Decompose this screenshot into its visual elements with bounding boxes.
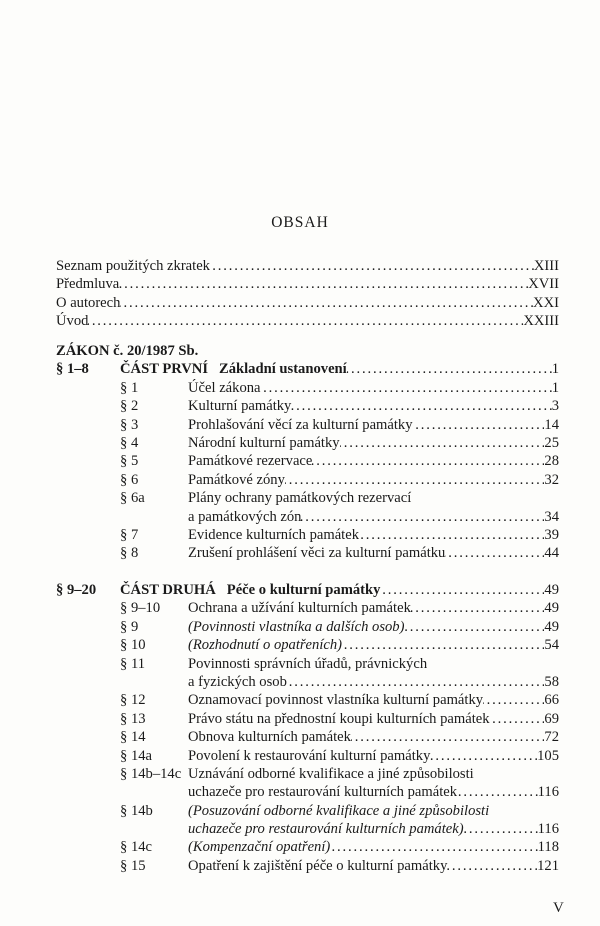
section-number: § 9	[120, 618, 139, 635]
entry-title: Seznam použitých zkratek	[56, 258, 210, 274]
dot-leader	[380, 581, 544, 599]
entry-title: (Kompenzační opatření)	[188, 839, 331, 856]
spacer	[56, 379, 120, 397]
section-number: § 8	[120, 545, 139, 562]
page-ref: 14	[544, 416, 559, 433]
spacer	[56, 434, 120, 452]
dot-leader	[119, 275, 528, 293]
dot-leader	[285, 471, 545, 489]
entry-title: Předmluva	[56, 276, 120, 293]
entry-title: Národní kulturní památky	[188, 434, 340, 451]
entry-title: Prohlašování věcí za kulturní památky	[188, 416, 413, 433]
page-ref: 54	[544, 637, 559, 654]
entry-title: Památkové rezervace	[188, 453, 313, 470]
dot-leader	[404, 618, 544, 636]
section-number: § 3	[120, 416, 139, 433]
toc-entry[interactable]	[56, 379, 559, 397]
section-number: § 14c	[120, 839, 153, 856]
spacer	[56, 526, 120, 544]
page-ref: 1	[551, 379, 559, 396]
toc-entry[interactable]	[56, 655, 559, 673]
part-number: ČÁST PRVNÍ	[120, 361, 209, 378]
dot-leader	[88, 312, 523, 330]
toc-entry[interactable]	[56, 489, 559, 507]
toc-entry[interactable]	[56, 802, 559, 820]
dot-leader	[120, 294, 533, 312]
page-ref: 49	[544, 618, 559, 635]
law-heading	[56, 342, 559, 360]
dot-leader	[301, 508, 544, 526]
toc-entry[interactable]	[56, 747, 559, 765]
section-number: § 14	[120, 729, 146, 746]
spacer	[56, 397, 120, 415]
toc-entry[interactable]	[56, 275, 559, 293]
spacer	[56, 802, 120, 820]
page-number: V	[553, 900, 564, 916]
dot-leader	[347, 360, 552, 378]
page-ref: 72	[544, 729, 559, 746]
part-range: § 9–20	[56, 582, 97, 598]
dot-leader	[445, 544, 544, 562]
page-ref: 34	[544, 508, 559, 525]
front-matter	[56, 257, 559, 331]
spacer	[56, 636, 120, 654]
entry-title: Památkové zóny	[188, 471, 285, 488]
page-ref: 49	[544, 582, 559, 598]
spacer	[56, 508, 120, 526]
page-ref: XXI	[533, 294, 559, 311]
section-number: § 13	[120, 710, 146, 727]
part-number: ČÁST DRUHÁ	[120, 582, 216, 598]
spacer	[56, 618, 120, 636]
spacer	[56, 838, 120, 856]
entry-title: uchazeče pro restaurování kulturních památek	[188, 784, 458, 801]
spacer	[56, 452, 120, 470]
page-ref: XVII	[528, 276, 559, 293]
spacer	[56, 655, 120, 673]
toc-entry[interactable]	[56, 397, 559, 415]
section-number: § 12	[120, 692, 146, 709]
toc-entry[interactable]	[56, 526, 559, 544]
spacer	[56, 691, 120, 709]
toc-entry[interactable]	[56, 820, 559, 838]
toc-entry[interactable]	[56, 618, 559, 636]
toc-entry[interactable]	[56, 416, 559, 434]
toc-entry[interactable]	[56, 312, 559, 330]
section-number: § 14a	[120, 747, 153, 764]
section-number: § 9–10	[120, 600, 161, 617]
page-ref: 121	[537, 857, 559, 874]
toc-entry[interactable]	[56, 452, 559, 470]
spacer	[56, 673, 120, 691]
entry-title: Právo státu na přednostní koupi kulturních památek	[188, 710, 490, 727]
spacer	[56, 599, 120, 617]
toc-entry[interactable]	[56, 294, 559, 312]
part-label	[120, 360, 347, 378]
toc-entry[interactable]	[56, 257, 559, 275]
spacer	[56, 489, 120, 507]
spacer	[120, 783, 188, 801]
dot-leader	[483, 691, 544, 709]
toc-entry[interactable]	[56, 636, 559, 654]
entry-title: Úvod	[56, 313, 89, 330]
entry-title: Povolení k restaurování kulturní památky	[188, 747, 431, 764]
section-number: § 7	[120, 526, 139, 543]
page-ref: 58	[544, 673, 559, 690]
entry-title: Zrušení prohlášení věci za kulturní památku	[188, 545, 446, 562]
toc-entry[interactable]	[56, 728, 559, 746]
page-ref: 39	[544, 526, 559, 543]
part-range: § 1–8	[56, 361, 89, 378]
spacer	[120, 508, 188, 526]
entry-title: Plány ochrany památkových rezervací	[188, 490, 412, 507]
entry-title: Uznávání odborné kvalifikace a jiné způsobilosti	[188, 765, 474, 782]
toc-entry[interactable]	[56, 691, 559, 709]
dot-leader	[287, 673, 545, 691]
spacer	[56, 820, 120, 838]
spacer	[120, 673, 188, 691]
page-ref: XXIII	[523, 313, 559, 330]
entry-title: (Povinnosti vlastníka a dalších osob)	[188, 618, 405, 635]
toc-entry[interactable]	[56, 434, 559, 452]
entry-title: uchazeče pro restaurování kulturních památek)	[188, 821, 464, 838]
toc-entry[interactable]	[56, 471, 559, 489]
page-ref: 66	[544, 692, 559, 709]
spacer	[56, 710, 120, 728]
page-title: OBSAH	[271, 214, 329, 231]
toc-entry[interactable]	[56, 599, 559, 617]
dot-leader	[411, 599, 545, 617]
toc-entry[interactable]	[56, 544, 559, 562]
dot-leader	[430, 747, 537, 765]
entry-title: Účel zákona	[188, 379, 261, 396]
dot-leader	[490, 710, 545, 728]
part-two	[56, 581, 559, 875]
spacer	[56, 747, 120, 765]
spacer	[56, 471, 120, 489]
part-name: Základní ustanovení	[218, 361, 347, 378]
section-number: § 14b	[120, 802, 153, 819]
entry-title: a fyzických osob	[188, 673, 287, 690]
dot-leader	[291, 397, 551, 415]
page-ref: 28	[544, 453, 559, 470]
dot-leader	[413, 416, 545, 434]
entry-title: O autorech	[56, 294, 121, 311]
entry-title: (Rozhodnutí o opatřeních)	[188, 637, 343, 654]
dot-leader	[330, 838, 537, 856]
part-label	[120, 581, 380, 599]
toc-entry[interactable]	[56, 783, 559, 801]
page-ref: 116	[537, 784, 559, 801]
entry-title: Kulturní památky	[188, 398, 292, 415]
section-number: § 6a	[120, 490, 145, 507]
spacer	[56, 544, 120, 562]
spacer	[56, 765, 120, 783]
entry-title: (Posuzování odborné kvalifikace a jiné způsobilosti	[188, 802, 490, 819]
part-one-heading[interactable]	[56, 360, 559, 378]
entry-title: Obnova kulturních památek	[188, 729, 351, 746]
section-number: § 2	[120, 398, 139, 415]
page-ref: 1	[551, 361, 559, 378]
part-name: Péče o kulturní památky	[226, 582, 381, 598]
dot-leader	[359, 526, 544, 544]
spacer	[56, 416, 120, 434]
toc-entry[interactable]	[56, 710, 559, 728]
dot-leader	[464, 820, 538, 838]
spacer	[56, 857, 120, 875]
toc-entry[interactable]	[56, 838, 559, 856]
dot-leader	[261, 379, 552, 397]
section-number: § 4	[120, 434, 139, 451]
toc-entry[interactable]	[56, 765, 559, 783]
page-ref: 49	[544, 600, 559, 617]
dot-leader	[447, 857, 537, 875]
dot-leader	[457, 783, 538, 801]
entry-title: Ochrana a užívání kulturních památek	[188, 600, 411, 617]
page-ref: 116	[537, 821, 559, 838]
dot-leader	[351, 728, 544, 746]
dot-leader	[312, 452, 544, 470]
entry-title: Oznamovací povinnost vlastníka kulturní památky	[188, 692, 484, 709]
page-ref: 25	[544, 434, 559, 451]
section-number: § 14b–14c	[120, 765, 182, 782]
page-ref: 44	[544, 545, 559, 562]
page-ref: 105	[537, 747, 559, 764]
spacer	[120, 820, 188, 838]
entry-title: Povinnosti správních úřadů, právnických	[188, 655, 428, 672]
section-number: § 10	[120, 637, 146, 654]
toc-entry[interactable]	[56, 673, 559, 691]
entry-title: Opatření k zajištění péče o kulturní památky	[188, 857, 448, 874]
law-heading-text: ZÁKON č. 20/1987 Sb.	[56, 343, 199, 359]
part-two-heading[interactable]	[56, 581, 559, 599]
entry-title: Evidence kulturních památek	[188, 526, 360, 543]
section-number: § 6	[120, 471, 139, 488]
entry-title: a památkových zón	[188, 508, 302, 525]
toc-entry[interactable]	[56, 857, 559, 875]
section-number: § 5	[120, 453, 139, 470]
page-ref: 69	[544, 710, 559, 727]
spacer	[56, 783, 120, 801]
toc-entry[interactable]	[56, 508, 559, 526]
part-one	[56, 342, 559, 563]
section-number: § 11	[120, 655, 145, 672]
dot-leader	[340, 434, 545, 452]
page-ref: 3	[551, 398, 559, 415]
dot-leader	[342, 636, 544, 654]
page-ref: 118	[537, 839, 559, 856]
dot-leader	[210, 257, 534, 275]
page-ref: XIII	[533, 258, 559, 274]
section-number: § 1	[120, 379, 139, 396]
section-number: § 15	[120, 857, 146, 874]
spacer	[56, 728, 120, 746]
page-ref: 32	[544, 471, 559, 488]
